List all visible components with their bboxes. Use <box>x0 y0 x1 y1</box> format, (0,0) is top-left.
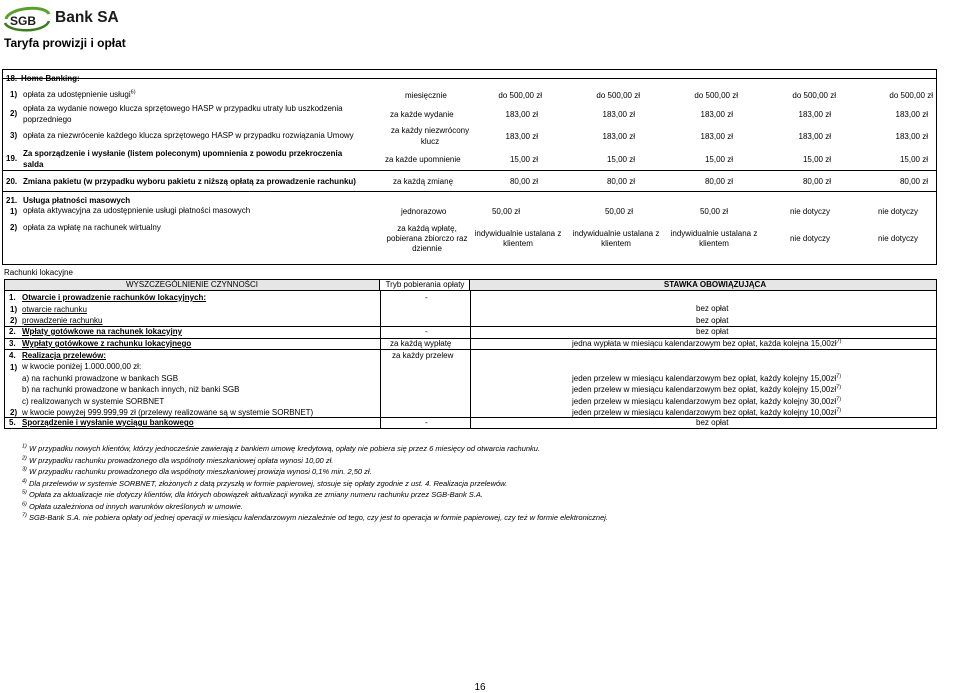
local-row-3-mode: za każdą wypłatę <box>390 339 452 348</box>
local-row-1-1-label: otwarcie rachunku <box>22 305 87 314</box>
row-21-1-value-1: 50,00 zł <box>491 207 520 216</box>
header-spec: WYSZCZEGÓLNIENIE CZYNNOŚCI <box>125 280 258 289</box>
row-21-1-value-4: nie dotyczy <box>789 207 831 216</box>
row-21-1-mode: jednorazowo <box>401 207 447 216</box>
row-18-3-value-4: 183,00 zł <box>798 132 831 141</box>
row-18-3-value-3: 183,00 zł <box>700 132 733 141</box>
local-row-4-a-label: a) na rachunki prowadzone w bankach SGB <box>22 374 179 383</box>
local-row-1-2-label: prowadzenie rachunku <box>22 316 103 325</box>
footnote-3: $^{3)}$ W przypadku rachunku prowadzonego dla wspólnoty mieszkaniowej prowizja wynosi 0,1% min. 2,50 zł. <box>22 466 372 476</box>
row-21-1-label: opłata aktywacyjna za udostępnienie usługi płatności masowych <box>23 206 251 215</box>
row-21-1-number: 1) <box>10 207 18 216</box>
section-19-mode: za każde upomnienie <box>385 155 461 164</box>
header-mode: Tryb pobierania opłaty <box>385 280 465 289</box>
row-18-1-value-5: do 500,00 zł <box>889 91 933 100</box>
local-row-4-mode: za każdy przelew <box>392 351 454 360</box>
row-18-1-value-2: do 500,00 zł <box>596 91 640 100</box>
footnote-5: $^{5)}$ Opłata za aktualizacje nie dotyczy klientów, dla których obowiązek aktualizacji wynika ze zmiany numeru rachunku przez SGB-Bank S.A. <box>22 489 483 499</box>
local-row-4-2-number: 2) <box>10 408 18 417</box>
row-21-2-mode-line-3: dziennie <box>412 244 442 253</box>
row-18-2-value-1: 183,00 zł <box>505 110 538 119</box>
row-21-1-value-3: 50,00 zł <box>699 207 728 216</box>
local-row-4-label: Realizacja przelewów: <box>22 351 107 360</box>
section-19-value-1: 15,00 zł <box>509 155 538 164</box>
row-18-2-value-5: 183,00 zł <box>895 110 928 119</box>
section-19-label-line-2: salda <box>23 160 44 169</box>
row-18-2-value-3: 183,00 zł <box>700 110 733 119</box>
header-rate: STAWKA OBOWIĄZUJĄCA <box>663 280 767 289</box>
local-row-1-2-rate: bez opłat <box>696 316 729 325</box>
footnote-2: $^{2)}$ W przypadku rachunku prowadzonego dla wspólnoty mieszkaniowej opłata wynosi 10,00 zł. <box>22 455 334 465</box>
row-18-1-value-1: do 500,00 zł <box>498 91 542 100</box>
section-18-title: Home Banking: <box>21 74 80 83</box>
local-row-1-label: Otwarcie i prowadzenie rachunków lokacyjnych: <box>22 293 207 302</box>
section-21-number: 21. <box>6 196 18 205</box>
local-row-3-label: Wypłaty gotówkowe z rachunku lokacyjnego <box>22 339 192 348</box>
row-18-1-mode: miesięcznie <box>405 91 447 100</box>
sgb-logo-icon <box>2 5 52 33</box>
section-19-value-3: 15,00 zł <box>704 155 733 164</box>
section-20-value-2: 80,00 zł <box>606 177 635 186</box>
row-18-2-mode: za każde wydanie <box>390 110 454 119</box>
local-row-2-rate: bez opłat <box>696 327 729 336</box>
local-row-5-rate: bez opłat <box>696 418 729 427</box>
section-19-number: 19. <box>6 154 18 163</box>
footnote-1: $^{1)}$ W przypadku nowych klientów, którzy jednocześnie zawierają z bankiem umowę kredytową, opłaty nie pobiera się przez 6 miesięcy od otwarcia rachunku. <box>22 443 541 453</box>
section-19-value-4: 15,00 zł <box>802 155 831 164</box>
row-21-2-value-4: nie dotyczy <box>789 234 831 243</box>
row-18-2-value-4: 183,00 zł <box>798 110 831 119</box>
row-21-2-value-1-line-1: indywidualnie ustalana z <box>474 229 562 238</box>
section-20-value-5: 80,00 zł <box>899 177 928 186</box>
document-title: Taryfa prowizji i opłat <box>4 36 126 50</box>
section-20-value-3: 80,00 zł <box>704 177 733 186</box>
row-18-3-mode-line-1: za każdy niezwrócony <box>390 126 470 135</box>
bank-logo <box>2 4 122 34</box>
row-18-3-value-1: 183,00 zł <box>505 132 538 141</box>
local-row-4-1-number: 1) <box>10 363 18 372</box>
logo-text: Bank SA <box>55 9 119 26</box>
row-21-2-value-1-line-2: klientem <box>503 239 533 248</box>
section-20-number: 20. <box>6 177 18 186</box>
row-21-2-number: 2) <box>10 223 18 232</box>
local-row-4-b-rate: jeden przelew w miesiącu kalendarzowym bez opłat, każdy kolejny $15,00zł^{7)}$ <box>572 384 842 394</box>
local-row-5-number: 5. <box>9 418 16 427</box>
row-21-2-value-2-line-2: klientem <box>601 239 631 248</box>
footnote-4: $^{4)}$ Dla przelewów w systemie SORBNET, złożonych z datą przyszłą w formie papierowej, stosuje się opłaty zgodnie z ust. 4. Realizacja przelewów. <box>22 478 508 488</box>
local-row-4-b-label: b) na rachunki prowadzone w bankach innych, niż banki SGB <box>22 385 240 394</box>
local-row-4-a-rate: jeden przelew w miesiącu kalendarzowym bez opłat, każdy kolejny $15,00zł^{7)}$ <box>572 373 842 383</box>
footnote-6: $^{6)}$ Opłata uzależniona od innych warunków określonych w umowie. <box>22 501 243 511</box>
local-row-4-c-label: c) realizowanych w systemie SORBNET <box>22 397 165 406</box>
page-number: 16 <box>474 682 486 693</box>
local-row-4-number: 4. <box>9 351 16 360</box>
section-18-number: 18. <box>6 74 18 83</box>
section-20-value-4: 80,00 zł <box>802 177 831 186</box>
section-19-value-2: 15,00 zł <box>606 155 635 164</box>
row-21-2-label: opłata za wpłatę na rachunek wirtualny <box>23 223 161 232</box>
row-18-3-value-2: 183,00 zł <box>602 132 635 141</box>
section-20-label: Zmiana pakietu (w przypadku wyboru pakietu z niższą opłatą za prowadzenie rachunku) <box>23 177 356 186</box>
footnote-7: $^{7)}$ SGB-Bank S.A. nie pobiera opłaty od jednej operacji w miesiącu kalendarzowym niezależnie od tego, czy jest to operacja w formie papierowej, czy też w formie elektronicznej. <box>22 512 609 522</box>
local-row-5-label: Sporządzenie i wysłanie wyciągu bankowego <box>22 418 194 427</box>
row-18-1-value-4: do 500,00 zł <box>792 91 836 100</box>
local-row-4-c-rate: jeden przelew w miesiącu kalendarzowym bez opłat, każdy kolejny $30,00zł^{7)}$ <box>572 396 842 406</box>
local-row-2-number: 2. <box>9 327 16 336</box>
local-accounts-title: Rachunki lokacyjne <box>4 268 73 277</box>
section-20-mode: za każdą zmianę <box>393 177 454 186</box>
row-18-1-label: opłata za udostępnienie usługi$^{6)}$ <box>23 89 136 99</box>
row-18-3-label: opłata za niezwrócenie każdego klucza sprzętowego HASP w przypadku rozwiązania Umowy <box>23 131 354 140</box>
local-row-1-1-rate: bez opłat <box>696 304 729 313</box>
row-18-2-label-line-2: poprzedniego <box>23 115 72 124</box>
local-row-1-mode: - <box>425 293 428 302</box>
row-21-2-mode-line-1: za każdą wpłatę, <box>397 224 457 233</box>
local-row-2-label: Wpłaty gotówkowe na rachunek lokacyjny <box>22 327 183 336</box>
section-20-value-1: 80,00 zł <box>509 177 538 186</box>
row-21-1-value-2: 50,00 zł <box>604 207 633 216</box>
section-19-label-line-1: Za sporządzenie i wysłanie (listem poleconym) upomnienia z powodu przekroczenia <box>23 149 343 158</box>
section-19-value-5: 15,00 zł <box>899 155 928 164</box>
row-21-2-mode-line-2: pobierana zbiorczo raz <box>386 234 468 243</box>
row-21-2-value-2-line-1: indywidualnie ustalana z <box>572 229 660 238</box>
local-row-3-rate: jedna wypłata w miesiącu kalendarzowym bez opłat, każda kolejna $15,00zł^{7)}$ <box>572 338 842 348</box>
local-row-2-mode: - <box>425 327 428 336</box>
local-row-1-1-number: 1) <box>10 305 18 314</box>
logo-badge-text: SGB <box>10 14 37 28</box>
row-18-3-value-5: 183,00 zł <box>895 132 928 141</box>
row-21-1-value-5: nie dotyczy <box>877 207 919 216</box>
local-row-4-2-rate: jeden przelew w miesiącu kalendarzowym bez opłat, każdy kolejny $10,00zł^{7)}$ <box>572 407 842 417</box>
row-21-2-value-3-line-2: klientem <box>699 239 729 248</box>
row-18-2-value-2: 183,00 zł <box>602 110 635 119</box>
local-row-3-number: 3. <box>9 339 16 348</box>
local-row-1-2-number: 2) <box>10 316 18 325</box>
row-18-2-label-line-1: opłata za wydanie nowego klucza sprzętowego HASP w przypadku utraty lub uszkodzenia <box>23 104 343 113</box>
row-18-2-number: 2) <box>10 109 18 118</box>
row-18-3-number: 3) <box>10 131 18 140</box>
local-row-5-mode: - <box>425 418 428 427</box>
local-row-1-number: 1. <box>9 293 16 302</box>
local-row-4-2-label: w kwocie powyżej 999.999,99 zł (przelewy realizowane są w systemie SORBNET) <box>22 408 314 417</box>
row-18-1-number: 1) <box>10 90 18 99</box>
row-18-1-value-3: do 500,00 zł <box>694 91 738 100</box>
row-18-3-mode-line-2: klucz <box>420 137 440 146</box>
local-row-4-1-label: w kwocie poniżej 1.000.000,00 zł: <box>22 362 142 371</box>
row-21-2-value-3-line-1: indywidualnie ustalana z <box>670 229 758 238</box>
section-21-title: Usługa płatności masowych <box>23 196 131 205</box>
row-21-2-value-5: nie dotyczy <box>877 234 919 243</box>
